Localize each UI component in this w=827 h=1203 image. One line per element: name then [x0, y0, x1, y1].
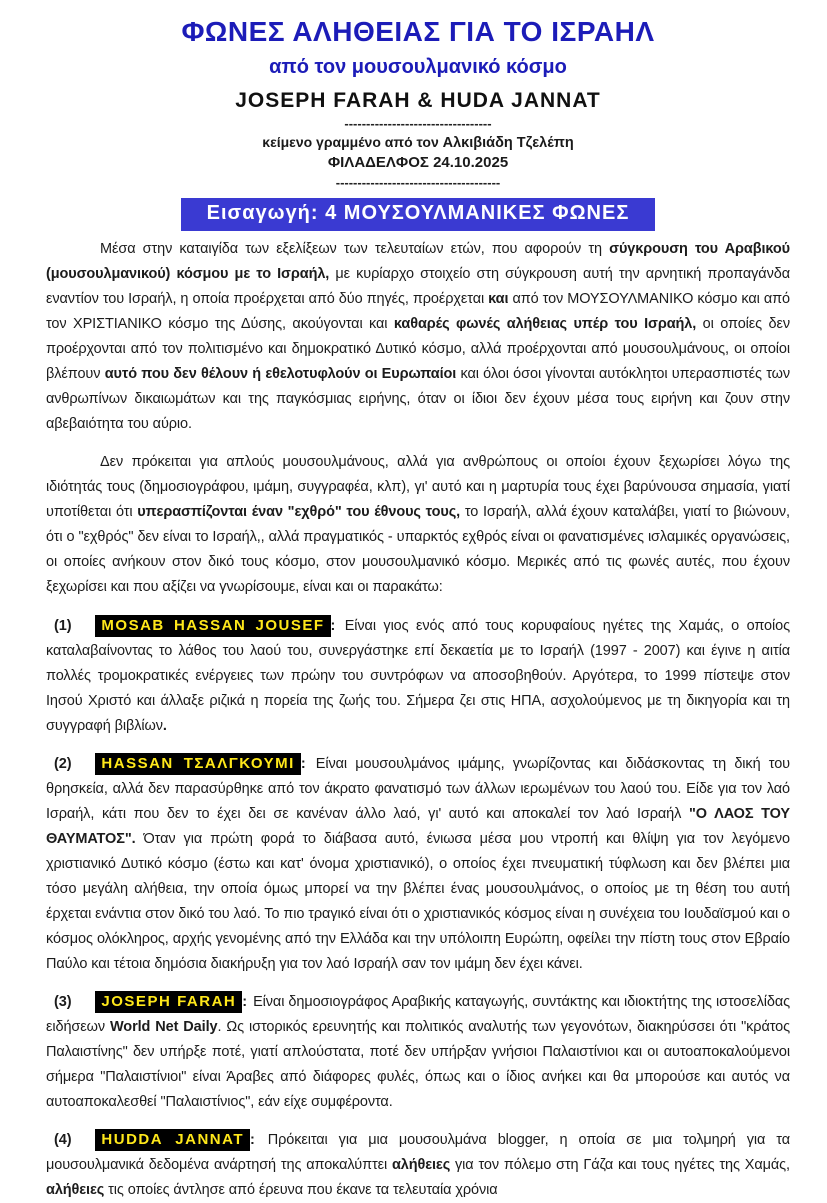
document-header	[46, 16, 790, 231]
entry-mosab-hassan-jousef	[46, 613, 790, 739]
entry-colon: :	[330, 618, 336, 634]
entry-hudda-jannat	[46, 1127, 790, 1203]
entry-name-highlight: JOSEPH FARAH	[95, 991, 242, 1013]
authors-line: JOSEPH FARAH & HUDA JANNAT	[235, 89, 601, 112]
entry-name-highlight: MOSAB HASSAN JOUSEF	[95, 615, 330, 637]
entry-text: Είναι δημοσιογράφος Αραβικής καταγωγής, συντάκτης και ιδιοκτήτης της ιστοσελίδας ειδήσεων World Net Daily. Ως ιστορικός ερευνητής και πολιτικός αναλυτής των γεγονότων, διακηρύσσει ότι "κράτος Παλαιστίνης" δεν υπήρξε ποτέ, γιατί απλούστατα, ποτέ δεν υπήρξαν γνήσιοι Παλαιστίνιοι και οι αυτοαποκαλούμενοι σήμερα "Παλαιστίνιοι" είναι Άραβες από διάφορες φυλές, όπως και ο ίδιος ανήκει και θα μπορούσε και αυτός να αυτοαποκαλεσθεί "Παλαιστίνιος", εάν είχε συμφέροντα.	[46, 994, 791, 1110]
entry-hassan-tsalgkoumi	[46, 751, 790, 977]
intro-paragraph-2: Δεν πρόκειται για απλούς μουσουλμάνους, αλλά για ανθρώπους οι οποίοι έχουν ξεχωρίσει λόγω της ιδιότητάς τους (δημοσιογράφου, ιμάμη, συγγραφέα, κλπ), γι' αυτό και η μαρτυρία τους έχει βαρύνουσα σημασία, γιατί υποτίθεται ότι υπερασπίζονται έναν "εχθρό" του έθνους τους, το Ισραήλ, αλλά έχουν καταλάβει, γιατί το βιώνουν, ότι ο "εχθρός" δεν είναι το Ισραήλ,, αλλά πραγματικός - υπαρκτός εχθρός είναι οι φανατισμένες ισλαμικές οργανώσεις, οι οποίες ανήκουν στον δικό τους κόσμο, στον μουσουλμανικό κόσμο. Μερικές από τις φωνές αυτές, που έχουν ξεχωρίσει και που αξίζει να γνωρίσουμε, είναι και οι παρακάτω:	[46, 454, 790, 595]
entry-text: Είναι μουσουλμάνος ιμάμης, γνωρίζοντας και διδάσκοντας τη δική του θρησκεία, αλλά δεν παρασύρθηκε από τον άκρατο φανατισμό των άλλων ιερωμένων του λαού του. Είδε για τον λαό Ισραήλ, κάτι που δεν το έχει δει σε κανέναν άλλο λαό, γι' αυτό και αποκαλεί τον λαό Ισραήλ "Ο ΛΑΟΣ ΤΟΥ ΘΑΥΜΑΤΟΣ". Όταν για πρώτη φορά το διάβασα αυτό, ένιωσα μέσα μου ντροπή και θλίψη για τον λεγόμενο χριστιανικό Δυτικό κόσμο (έστω και κατ' όνομα χριστιανικό), ο οποίος έχει πνευματική τύφλωση και δεν βλέπει μια τόσο μεγάλη αλήθεια, την οποία όμως μπορεί να την βλέπει ένας μουσουλμάνος, ο οποίος με τη θέση του αυτή έρχεται ενάντια στον δικό του λαό. Το πιο τραγικό είναι ότι ο χριστιανικός κόσμος είναι η συνέχεια του Ιουδαϊσμού και ο κόσμος ολόκληρος, αρχής γενομένης από την Ελλάδα και την υπόλοιπη Ευρώπη, οφείλει την πίστη τους στον Εβραίο Παύλο και τέτοια δημόσια διακήρυξη για τον λαό Ισραήλ σαν τον ιμάμη δεν έχει κάνει.	[46, 756, 790, 972]
entry-number: (2)	[54, 756, 72, 772]
entry-name-highlight: HUDDA JANNAT	[95, 1129, 250, 1151]
entry-number: (4)	[54, 1132, 72, 1148]
separator-top: ----------------------------------	[344, 116, 492, 131]
document-body	[46, 237, 790, 1203]
entry-text: Είναι γιος ενός από τους κορυφαίους ηγέτες της Χαμάς, ο οποίος καταλαβαίνοντας το λάθος του λαού του, συνεργάστηκε επί δεκαετία με το Ισραήλ (1997 - 2007) και έγινε η αιτία πολλές τρομοκρατικές ενέργειες των πρώην του συντρόφων να αποσοβηθούν. Αργότερα, το 1999 πίστεψε στον Ιησού Χριστό και άλλαξε ριζικά η πορεία της ζωής του. Σήμερα ζει στις ΗΠΑ, ασχολούμενος με τη δικηγορία και τη συγγραφή βιβλίων.	[46, 618, 790, 734]
entry-colon: :	[300, 756, 306, 772]
entry-colon: :	[250, 1132, 255, 1148]
dateline: ΦΙΛΑΔΕΛΦΟΣ 24.10.2025	[327, 154, 509, 171]
intro-banner: Εισαγωγή: 4 ΜΟΥΣΟΥΛΜΑΝΙΚΕΣ ΦΩΝΕΣ	[181, 198, 656, 231]
page-subtitle: από τον μουσουλμανικό κόσμο	[269, 56, 567, 78]
entry-number: (3)	[54, 994, 72, 1010]
entry-name-highlight: HASSAN ΤΣΑΛΓΚΟΥΜΙ	[95, 753, 300, 775]
byline-prefix: κείμενο γραμμένο από τον	[262, 134, 443, 150]
page-title: ΦΩΝΕΣ ΑΛΗΘΕΙΑΣ ΓΙΑ ΤΟ ΙΣΡΑΗΛ	[181, 16, 655, 47]
entry-text: Πρόκειται για μια μουσουλμάνα blogger, η οποία σε μια τολμηρή για τα μουσουλμανικά δεδομένα ανάρτησή της αποκαλύπτει αλήθειες για τον πόλεμο στη Γάζα και τους ηγέτες της Χαμάς, αλήθειες τις οποίες άντλησε από έρευνα που έκανε τα τελευταία χρόνια	[46, 1132, 790, 1198]
entry-colon: :	[242, 994, 247, 1010]
banner-row	[46, 189, 790, 231]
entry-joseph-farah	[46, 989, 790, 1115]
byline-author-name: Αλκιβιάδη Τζελέπη	[442, 135, 574, 151]
byline	[46, 133, 790, 152]
entry-number: (1)	[54, 618, 72, 634]
separator-bottom: --------------------------------------	[335, 175, 501, 190]
intro-paragraph-1: Μέσα στην καταιγίδα των εξελίξεων των τελευταίων ετών, που αφορούν τη σύγκρουση του Αραβικού (μουσουλμανικού) κόσμου με το Ισραήλ, με κυρίαρχο στοιχείο στη σύγκρουση αυτή την αρνητική προπαγάνδα εναντίον του Ισραήλ, η οποία προέρχεται από δύο πηγές, προέρχεται και από τον ΜΟΥΣΟΥΛΜΑΝΙΚΟ κόσμο και από τον ΧΡΙΣΤΙΑΝΙΚΟ κόσμο της Δύσης, ακούγονται και καθαρές φωνές αλήθειας υπέρ του Ισραήλ, οι οποίες δεν προέρχονται από τον πολιτισμένο και δημοκρατικό Δυτικό κόσμο, αλλά προέρχονται από μουσουλμάνους, οι οποίοι βλέπουν αυτό που δεν θέλουν ή εθελοτυφλούν οι Ευρωπαίοι και όλοι όσοι γίνονται αυτόκλητοι υπερασπιστές των ανθρωπίνων δικαιωμάτων και της παγκόσμιας ειρήνης, όταν οι ίδιοι δεν έχουν μέσα τους ειρήνη και ζουν στην αβεβαιότητα του αύριο.	[46, 241, 791, 432]
